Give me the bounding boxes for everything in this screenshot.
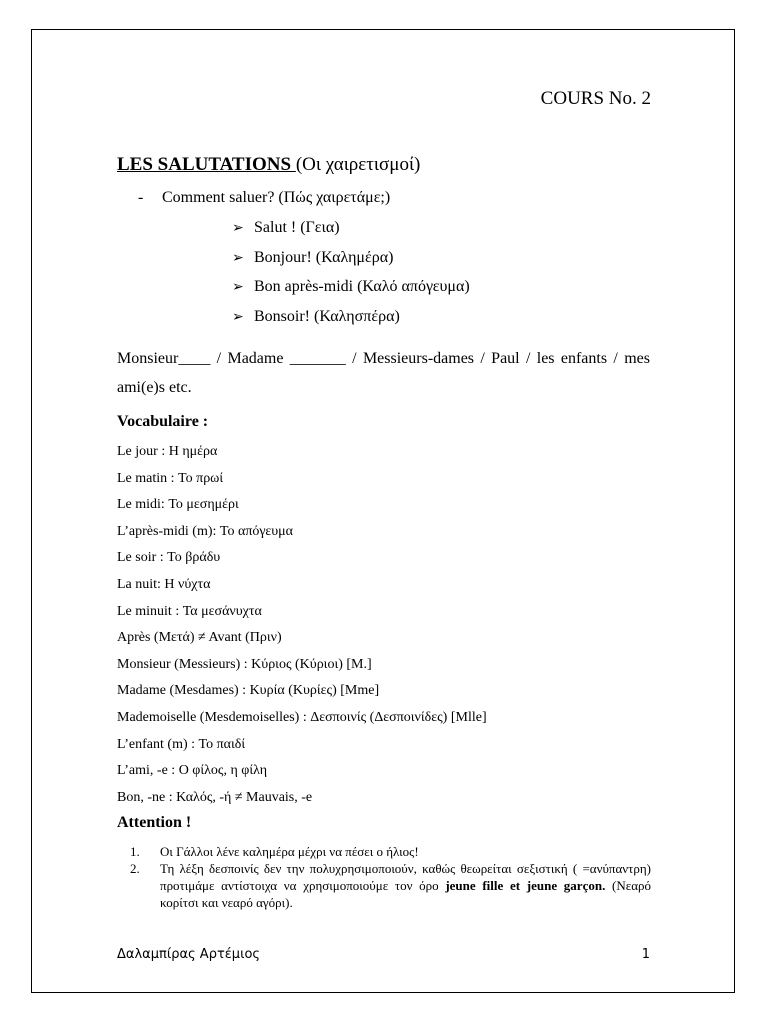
- question-line: [138, 189, 390, 207]
- attention-heading: Attention !: [117, 814, 192, 831]
- list-item: ➢ Bon après-midi (Καλό απόγευμα): [232, 277, 470, 307]
- list-item: [130, 843, 651, 860]
- course-number: COURS No. 2: [540, 88, 651, 109]
- lesson-title: [117, 154, 420, 176]
- item-number: 2.: [130, 861, 140, 876]
- list-item: ➢ Bonjour! (Καλημέρα): [232, 248, 470, 278]
- dash-bullet: -: [138, 189, 144, 206]
- address-forms: Monsieur____ / Madame _______ / Messieurs-dames / Paul / les enfants / mes ami(e)s etc.: [117, 350, 650, 396]
- vocabulary-heading: Vocabulaire :: [117, 413, 209, 430]
- item-number: 1.: [130, 844, 140, 859]
- arrowhead-bullet-icon: ➢: [232, 309, 244, 325]
- list-item: Bon, -ne : Καλός, -ή ≠ Mauvais, -e: [117, 789, 313, 805]
- footer-author: Δαλαμπίρας Αρτέμιος: [117, 947, 261, 962]
- list-item: [130, 860, 651, 911]
- attention-text-2: Τη λέξη δεσποινίς δεν την πολυχρησιμοποιούν, καθώς θεωρείται σεξιστική ( =ανύπαντρη) προτιμάμε αντίστοιχα να χρησιμοποιούμε τον όρο jeune fille et jeune garçon. (Νεαρό κορίτσι και νεαρό αγόρι).: [160, 861, 651, 910]
- lesson-title-translation: (Οι χαιρετισμοί): [295, 154, 421, 175]
- list-item: Madame (Mesdames) : Κυρία (Κυρίες) [Mme]: [117, 683, 380, 699]
- list-item: L’ami, -e : Ο φίλος, η φίλη: [117, 763, 268, 779]
- vocabulary-list: [117, 442, 487, 814]
- page-number: 1: [641, 947, 650, 962]
- list-item: Après (Μετά) ≠ Avant (Πριν): [117, 630, 282, 646]
- list-item: Le minuit : Τα μεσάνυχτα: [117, 603, 262, 619]
- arrowhead-bullet-icon: ➢: [232, 280, 244, 295]
- list-item: La nuit: Η νύχτα: [117, 576, 211, 592]
- list-item: ➢ Salut ! (Γεια): [232, 218, 470, 248]
- list-item: Monsieur (Messieurs) : Κύριος (Κύριοι) [M.]: [117, 656, 372, 672]
- question-text: Comment saluer? (Πώς χαιρετάμε;): [162, 189, 391, 206]
- list-item: Le soir : Το βράδυ: [117, 550, 221, 566]
- list-item: Le matin : Το πρωί: [117, 470, 224, 486]
- arrowhead-bullet-icon: ➢: [232, 221, 244, 236]
- list-item: L’enfant (m) : Το παιδί: [117, 736, 246, 752]
- list-item: Mademoiselle (Mesdemoiselles) : Δεσποινίς (Δεσποινίδες) [Mlle]: [117, 709, 487, 725]
- list-item: Le jour : Η ημέρα: [117, 444, 218, 459]
- list-item: ➢ Bonsoir! (Καλησπέρα): [232, 307, 470, 337]
- arrowhead-bullet-icon: ➢: [232, 250, 244, 266]
- lesson-title-main: LES SALUTATIONS: [117, 154, 296, 175]
- attention-list: [130, 843, 651, 911]
- greetings-list: [232, 218, 470, 336]
- list-item: L’après-midi (m): Το απόγευμα: [117, 523, 293, 539]
- list-item: Le midi: Το μεσημέρι: [117, 497, 239, 513]
- emphasis-text: jeune fille et jeune garçon.: [445, 878, 606, 893]
- attention-text-1: Οι Γάλλοι λένε καλημέρα μέχρι να πέσει ο ήλιος!: [160, 844, 419, 859]
